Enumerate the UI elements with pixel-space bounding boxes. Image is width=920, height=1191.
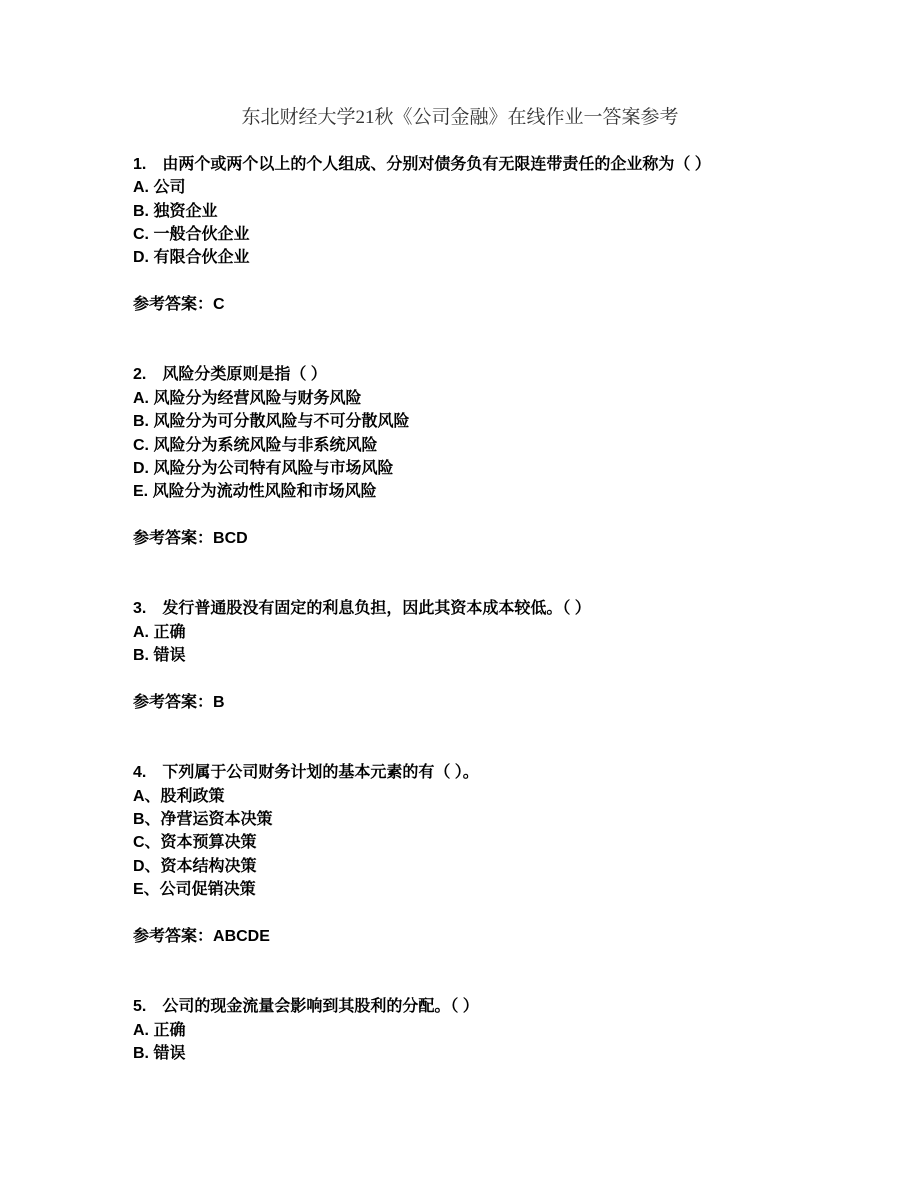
- answer-line: [133, 691, 787, 714]
- question-line: [133, 761, 787, 784]
- option-line: E. 风险分为流动性风险和市场风险: [133, 483, 377, 501]
- option-line: C. 风险分为系统风险与非系统风险: [133, 436, 378, 454]
- option-line: B. 风险分为可分散风险与不可分散风险: [133, 413, 410, 431]
- option-line: A. 正确: [133, 1021, 186, 1039]
- answer-value: ABCDE: [213, 928, 270, 946]
- question-block-1: [133, 153, 787, 317]
- question-text: 下列属于公司财务计划的基本元素的有（ ）。: [162, 764, 479, 782]
- question-line: [133, 995, 787, 1018]
- question-block-2: [133, 363, 787, 550]
- question-text: 公司的现金流量会影响到其股利的分配。（ ）: [162, 998, 479, 1016]
- answer-label: 参考答案：: [133, 928, 214, 946]
- question-text: 发行普通股没有固定的利息负担，因此其资本成本较低。（ ）: [162, 600, 591, 618]
- option-line: A、股利政策: [133, 787, 225, 805]
- question-block-3: [133, 597, 787, 714]
- option-line: B. 独资企业: [133, 202, 218, 220]
- answer-line: [133, 293, 787, 316]
- option-line: D. 有限合伙企业: [133, 249, 250, 267]
- answer-value: C: [213, 296, 225, 314]
- option-line: C、资本预算决策: [133, 834, 257, 852]
- question-line: [133, 153, 787, 176]
- question-number: 5.: [133, 998, 147, 1016]
- question-number: 2.: [133, 366, 147, 384]
- answer-value: B: [213, 694, 225, 712]
- option-line: D. 风险分为公司特有风险与市场风险: [133, 460, 394, 478]
- question-text: 风险分类原则是指（ ）: [162, 366, 327, 384]
- option-line: C. 一般合伙企业: [133, 226, 250, 244]
- answer-label: 参考答案：: [133, 694, 214, 712]
- option-line: B. 错误: [133, 647, 186, 665]
- answer-line: [133, 527, 787, 550]
- question-number: 4.: [133, 764, 147, 782]
- answer-label: 参考答案：: [133, 296, 214, 314]
- question-text: 由两个或两个以上的个人组成、分别对债务负有无限连带责任的企业称为（ ）: [162, 155, 711, 173]
- answer-label: 参考答案：: [133, 530, 214, 548]
- document-title: 东北财经大学21秋《公司金融》在线作业一答案参考: [241, 107, 679, 128]
- option-line: A. 风险分为经营风险与财务风险: [133, 389, 362, 407]
- answer-value: BCD: [213, 530, 248, 548]
- answer-line: [133, 925, 787, 948]
- question-block-5: [133, 995, 787, 1065]
- question-block-4: [133, 761, 787, 948]
- question-number: 1.: [133, 155, 147, 173]
- question-line: [133, 363, 787, 386]
- option-line: B、净营运资本决策: [133, 811, 273, 829]
- option-line: E、公司促销决策: [133, 881, 256, 899]
- option-line: A. 正确: [133, 623, 186, 641]
- option-line: D、资本结构决策: [133, 857, 257, 875]
- question-number: 3.: [133, 600, 147, 618]
- question-line: [133, 597, 787, 620]
- option-line: A. 公司: [133, 179, 186, 197]
- option-line: B. 错误: [133, 1045, 186, 1063]
